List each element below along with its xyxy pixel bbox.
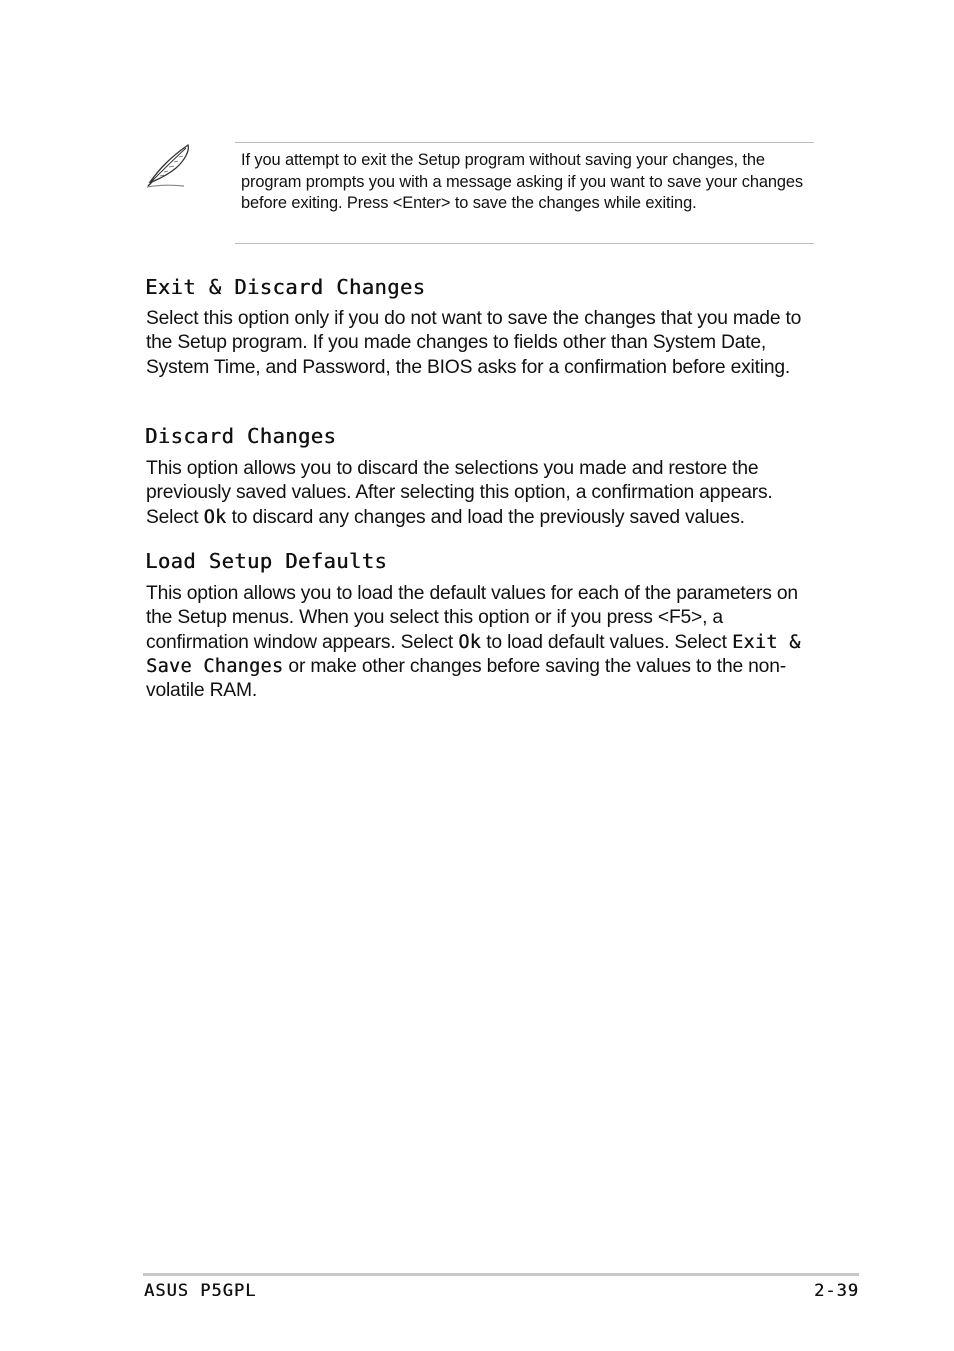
body-text: This option allows you to load the default values for each of the parameters on the Setup menus. When you select this option or if you press <F5>, a confirmation window appears. Select	[146, 583, 798, 653]
section-heading-load-setup-defaults: Load Setup Defaults	[145, 549, 388, 573]
section-body-exit-discard-changes: Select this option only if you do not want to save the changes that you made to the Setup program. If you made changes to fields other than System Date, System Time, and Password, the BIOS asks for a confirmation before exiting.	[146, 308, 802, 378]
note-box	[235, 142, 814, 244]
body-text: to load default values. Select	[481, 631, 732, 653]
body-text: or make other changes before saving the values to the non-volatile RAM.	[146, 655, 786, 702]
footer-rule	[143, 1273, 859, 1276]
option-ok-label: Ok	[458, 631, 482, 653]
section-body-load-setup-defaults	[146, 582, 826, 703]
body-text: This option allows you to discard the selections you made and restore the previously saved values. After selecting this option, a confirmation appears. Select	[146, 458, 773, 528]
note-text: If you attempt to exit the Setup program without saving your changes, the program prompts you with a message asking if you want to save your changes before exiting. Press <Enter> to save the changes while exiting.	[241, 151, 804, 213]
option-ok-label: Ok	[203, 506, 227, 528]
footer-page-number: 2-39	[814, 1281, 859, 1301]
body-text: to discard any changes and load the previously saved values.	[226, 506, 745, 528]
option-exit-save-changes-label: Exit & Save Changes	[146, 631, 801, 677]
feather-pen-icon	[144, 141, 196, 189]
section-body-discard-changes	[146, 457, 826, 530]
section-heading-exit-discard-changes: Exit & Discard Changes	[145, 275, 426, 299]
footer-product-name: ASUS P5GPL	[144, 1281, 257, 1301]
section-heading-discard-changes: Discard Changes	[145, 424, 337, 448]
